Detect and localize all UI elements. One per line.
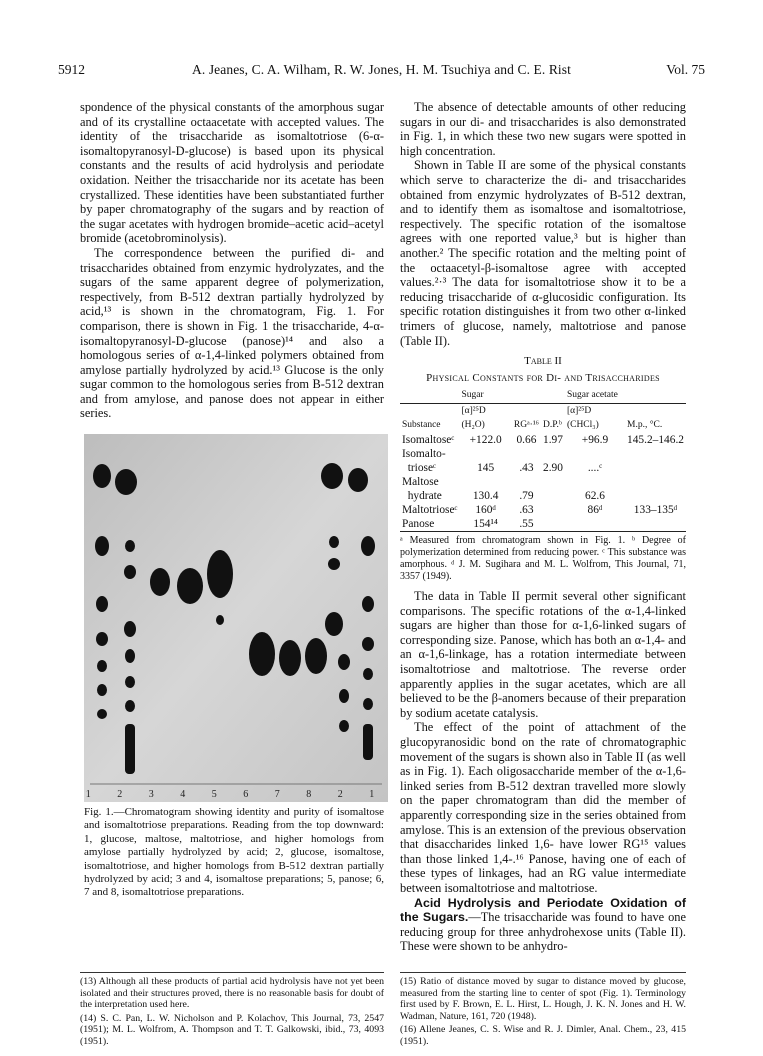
table-cell: +122.0 <box>469 434 502 447</box>
table-row <box>400 517 686 532</box>
table-cell: 154¹⁴ <box>473 518 498 531</box>
table-row <box>400 433 686 447</box>
table-cell: 133–135ᵈ <box>633 504 678 517</box>
table-cell: 160ᵈ <box>475 504 496 517</box>
footnote-rule <box>80 972 384 973</box>
table-cell <box>541 447 565 461</box>
table-cell <box>565 475 625 489</box>
table-row <box>400 489 686 503</box>
table-cell: hydrate <box>402 490 442 503</box>
group-acetate: Sugar acetate <box>566 390 618 401</box>
table-cell: .79 <box>519 490 534 503</box>
footnote: (15) Ratio of distance moved by sugar to distance moved by glucose, measured from the starting line to center of spot (Fig. 1). Terminology first used by F. Brown, E. L. Hirst, L. Hough, J. K. N. Jones and H. W. Wadman, Nature, 161, 720 (1948). <box>400 976 686 1022</box>
col-mp: M.p., °C. <box>627 420 663 431</box>
table-cell: 1.97 <box>543 434 563 447</box>
table-cell: 62.6 <box>585 490 605 503</box>
table-cell: Maltose <box>402 476 439 489</box>
table-body <box>400 433 686 532</box>
col-dp: D.P.ᵇ <box>543 420 562 431</box>
table-cell <box>625 489 686 503</box>
table-cell: 145 <box>477 462 495 475</box>
footnote: (16) Allene Jeanes, C. S. Wise and R. J. Dimler, Anal. Chem., 23, 415 (1951). <box>400 1024 686 1047</box>
table-cell: 0.66 <box>516 434 537 447</box>
table-cell <box>541 475 565 489</box>
table-cell <box>565 447 625 461</box>
paragraph: The correspondence between the purified di- and trisaccharides obtained from enzymic hydrolyzates, and the sugars of the same apparent degree of polymerization, respectively, from B-512 dextran partially hydrolyzed by acid,¹³ is shown in the chromatogram, Fig. 1. For comparison, there is shown in Fig. 1 the trisaccharide, 4-α-isomaltopyranosyl-D-glucose (panose)¹⁴ and also a homologous series of α-1,4-linked polymers obtained from amylose partially hydrolyzed by acid.¹³ Glucose is the only sugar common to the homologous series from B-512 dextran and from amylose, and panose does not appear in either series. <box>80 245 384 421</box>
table-row <box>400 503 686 517</box>
footnote: (13) Although all these products of partial acid hydrolysis have not yet been isolated and their structures proved, there is no reasonable basis for doubt of the interpretation used here. <box>80 976 384 1011</box>
table-cell: 2.90 <box>543 462 563 475</box>
col-alpha: [α]²⁵D (H₂O) <box>461 405 486 431</box>
table-cell: 130.4 <box>472 490 499 503</box>
table-cell <box>512 447 541 461</box>
table-row <box>400 475 686 489</box>
right-column <box>400 100 686 954</box>
paragraph: —The trisaccharide was found to have one reducing group for three anhydrohexose units (Table II). These were shown to be anhydro- <box>400 910 686 954</box>
table-cell <box>625 517 686 532</box>
table-cell <box>625 475 686 489</box>
footnote-rule <box>400 972 686 973</box>
table-row <box>400 447 686 461</box>
footnote: (14) S. C. Pan, L. W. Nicholson and P. Kolachov, This Journal, 73, 2547 (1951); M. L. Wolfrom, A. Thompson and T. T. Galkowski, ibid., 73, 4093 (1951). <box>80 1012 384 1047</box>
table-cell: trioseᶜ <box>402 462 436 475</box>
table-cell: Isomalto- <box>402 448 446 461</box>
table-notes: ᵃ Measured from chromatogram shown in Fig. 1. ᵇ Degree of polymerization determined from reducing power. ᶜ This substance was amorphous. ᵈ J. M. Sugihara and M. L. Wolfrom, This Journal, 71, 3357 (1949). <box>400 535 686 583</box>
footnotes-right <box>400 972 686 1050</box>
col-alpha-chcl3: [α]²⁵D (CHCl₃) <box>566 405 599 431</box>
table-cell: 86ᵈ <box>587 504 603 517</box>
volume-label: Vol. 75 <box>666 62 705 77</box>
chromatogram-figure <box>84 434 388 802</box>
table-cell: .63 <box>519 504 534 517</box>
col-substance: Substance <box>402 420 441 431</box>
table-cell: .43 <box>519 462 534 475</box>
table-cell: +96.9 <box>581 434 609 447</box>
table-cell: Panose <box>402 518 435 531</box>
table-cell: ....ᶜ <box>587 462 603 475</box>
running-header <box>58 62 705 82</box>
table-cell <box>625 447 686 461</box>
page-number: 5912 <box>58 62 85 77</box>
figure-caption: Fig. 1.—Chromatogram showing identity and purity of isomaltose and isomaltotriose preparations. Reading from the top downward: 1, glucose, maltose, maltotriose, and higher homologs from amylose partially hydrolyzed by acid; 2, glucose, isomaltose, isomaltotriose, and higher homologs from B-512 dextran partially hydrolyzed by acid; 3 and 4, isomaltose preparations; 5, panose; 6, 7 and 8, isomaltotriose preparations. <box>84 806 384 899</box>
left-column <box>80 100 384 421</box>
group-sugar: Sugar <box>461 390 484 401</box>
table-row <box>400 461 686 475</box>
table-cell: Maltotrioseᶜ <box>402 504 458 517</box>
footnotes-left <box>80 972 384 1050</box>
paragraph: Shown in Table II are some of the physical constants which serve to characterize the di- and trisaccharides obtained from enzymic hydrolyzates of B-512 dextran, and to identify them as isomaltose and isomaltotriose, respectively. The specific rotation of the isomaltose agrees with one reported value,³ but is higher than another.² The specific rotation and the melting point of the octaacetyl-β-isomaltose agree with accepted values.²·³ The data for isomaltotriose show it to be a reducing trisaccharide of α-glucosidic configuration. Its specific rotation distinguishes it from two other α-linked trimers of glucose, namely, maltotriose and panose (Table II). <box>400 158 686 348</box>
paragraph: The absence of detectable amounts of other reducing sugars in our di- and trisaccharides is also demonstrated in Fig. 1, in which these two new sugars were spotted in high concentration. <box>400 100 686 158</box>
col-rg: RGᵃ·¹⁶ <box>513 420 539 431</box>
lane-numbers: 1 2 3 4 5 6 7 8 2 1 <box>85 789 387 800</box>
table-cell <box>512 475 541 489</box>
table-cell: .55 <box>519 518 534 531</box>
table-caption: Physical Constants for Di- and Trisaccharides <box>426 371 660 384</box>
table-cell <box>459 447 511 461</box>
table-cell <box>541 503 565 517</box>
table-cell <box>541 489 565 503</box>
table-cell <box>625 461 686 475</box>
chromatogram-image <box>84 434 388 802</box>
paragraph: The effect of the point of attachment of the glucopyranosidic bond on the rate of chromatographic movement of the sugars is shown also in Table II (as well as in Fig. 1). Each oligosaccharide member of the α-1,6-linked series from B-512 dextran travelled more slowly on the paper chromatogram than did the member of apparently corresponding size in the series obtained from amylose. This is an extension of the previous observation that disaccharides linked 1,6- have lower RG¹⁵ values than those linked 1,4-.¹⁶ Panose, having one of each of these types of linkages, had an RG value intermediate between isomaltotriose and maltotriose. <box>400 720 686 895</box>
table-cell: 145.2–146.2 <box>627 434 684 447</box>
table-cell <box>541 517 565 532</box>
paragraph: spondence of the physical constants of the amorphous sugar and of its crystalline octaacetate with accepted values. The identity of the trisaccharide as isomaltotriose (6-α-isomaltopyranosyl-D-glucose) is based upon its physical constants and the results of acid hydrolysis and periodate oxidation. Neither the trisaccharide nor its acetate has been crystallized. These identities have been substantiated further by paper chromatography of the sugars and by reaction of the sugar acetates with hydrogen bromide–acetic acid–acetyl bromide (acetobrominolysis). <box>80 100 384 246</box>
table-cell <box>459 475 511 489</box>
section-subheading: Acid Hydrolysis and Periodate Oxidation of the Sugars. <box>400 895 686 925</box>
table-cell <box>565 517 625 532</box>
table-title: Table II <box>524 355 562 368</box>
paragraph: The data in Table II permit several other significant comparisons. The specific rotations of the α-1,4-linked sugars are higher than those for α-1,6-linked sugars of corresponding size. Panose, which has both an α-1,4- and an α-1,6-linkage, has a rotation intermediate between isomaltotriose and maltotriose. The reverse order apparently applies in the sugar acetates, which are all believed to be the β-anomers because of their preparation by sodium acetate catalysis. <box>400 589 686 720</box>
physical-constants-table <box>400 388 686 532</box>
running-authors: A. Jeanes, C. A. Wilham, R. W. Jones, H. M. Tsuchiya and C. E. Rist <box>192 62 571 77</box>
table-cell: Isomaltoseᶜ <box>402 434 455 447</box>
